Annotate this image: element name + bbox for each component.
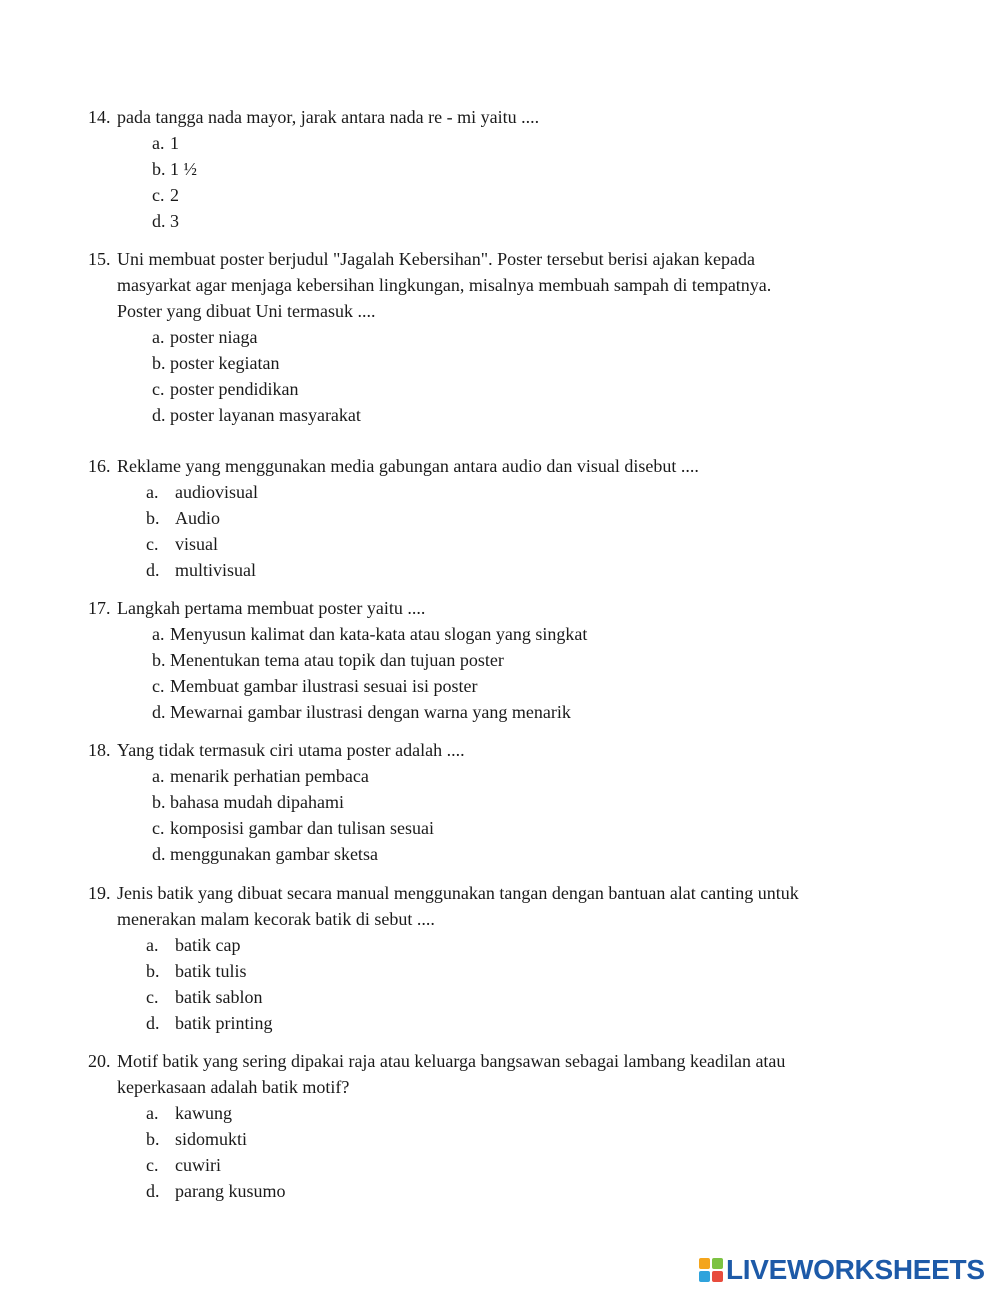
question-number: 15. <box>88 249 111 269</box>
question-number: 14. <box>88 107 111 127</box>
question-number: 17. <box>88 598 111 618</box>
logo-text: LIVEWORKSHEETS <box>726 1254 985 1285</box>
question-stem: Uni membuat poster berjudul "Jagalah Kebersihan". Poster tersebut berisi ajakan kepada masyarkat agar menjaga kebersihan lingkungan, misalnya membuah sampah di tempatnya. Poster yang dibuat Uni termasuk .... <box>117 249 772 321</box>
question-stem: pada tangga nada mayor, jarak antara nada re - mi yaitu .... <box>117 107 540 127</box>
question-number: 20. <box>88 1051 111 1071</box>
question-stem: Jenis batik yang dibuat secara manual menggunakan tangan dengan bantuan alat canting untuk menerakan malam kecorak batik di sebut .... <box>117 883 799 929</box>
question-stem: Reklame yang menggunakan media gabungan antara audio dan visual disebut .... <box>117 456 699 476</box>
logo-grid-icon <box>699 1258 723 1282</box>
logo-tile <box>712 1271 723 1282</box>
question-stem: Motif batik yang sering dipakai raja atau keluarga bangsawan sebagai lambang keadilan atau keperkasaan adalah batik motif? <box>117 1051 786 1097</box>
question-number: 18. <box>88 740 111 760</box>
logo-tile <box>699 1258 710 1269</box>
logo-tile <box>712 1258 723 1269</box>
logo-tile <box>699 1271 710 1282</box>
question-number: 19. <box>88 883 111 903</box>
liveworksheets-logo <box>699 1253 985 1287</box>
question-stem: Langkah pertama membuat poster yaitu .... <box>117 598 426 618</box>
question-number: 16. <box>88 456 111 476</box>
question-stem: Yang tidak termasuk ciri utama poster adalah .... <box>117 740 465 760</box>
